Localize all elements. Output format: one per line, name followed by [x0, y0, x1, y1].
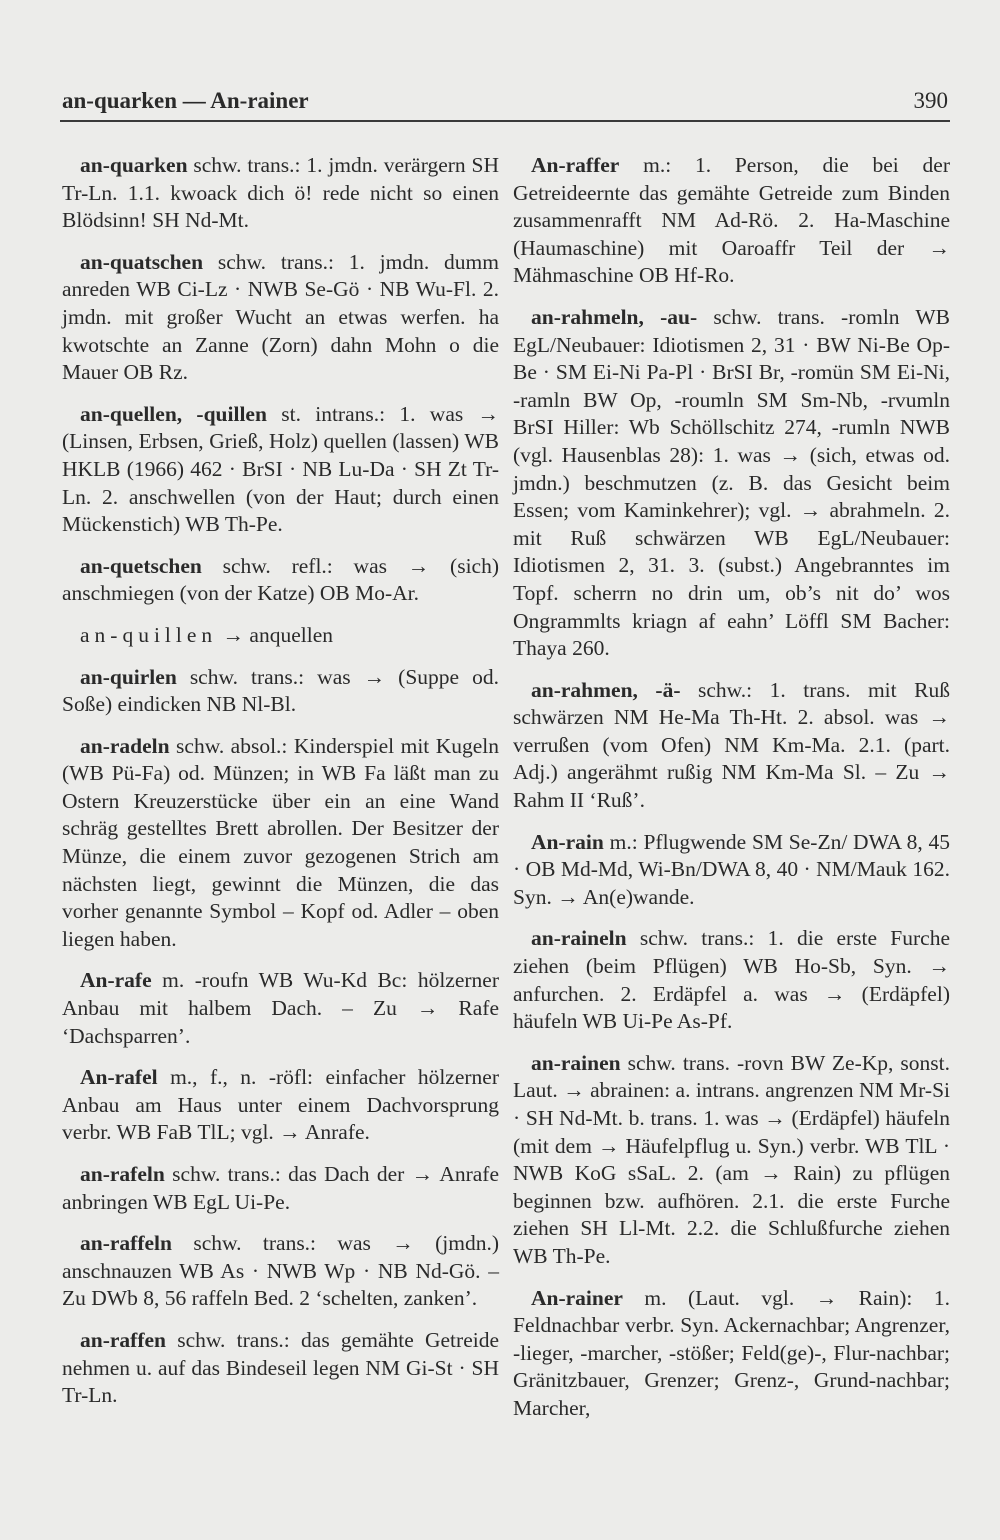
entry-text: m., f., n. -röfl: einfacher hölzerner Anbau am Haus unter einem Dachvorsprung verbr. WB FaB TlL; vgl. → Anrafe.: [62, 1065, 500, 1145]
entry-lemma: an-raffeln: [80, 1231, 172, 1256]
entry-lemma: an-rafeln: [80, 1162, 165, 1186]
dictionary-entry: [62, 1064, 499, 1147]
dictionary-entry: [62, 664, 499, 719]
entry-text: schw. trans.: was → (Suppe od. Soße) eindicken NB Nl-Bl.: [62, 664, 499, 717]
entry-text: m.: 1. Person, die bei der Getreideernte das gemähte Getreide zum Binden zusammenrafft NM Ad-Rö. 2. Ha-Maschine (Haumaschine) mit Oaroaffr Teil der → Mähmaschine OB Hf-Ro.: [513, 153, 950, 288]
dictionary-entry: [513, 829, 950, 912]
header-title: an-quarken — An-rainer: [62, 88, 309, 113]
entry-text: schw. absol.: Kinderspiel mit Kugeln (WB Pü-Fa) od. Münzen; in WB Fa läßt man zu Ostern Kreuzerstücke über ein an eine Wand schräg gestelltes Brett abrollen. Der Besitzer der Münze, die einem zuvor gezogenen Strich am nächsten liegt, gewinnt die Münzen, die das vorher genannte Symbol – Kopf od. Adler – oben liegen haben.: [62, 733, 500, 951]
dictionary-entry: [62, 152, 499, 235]
entry-lemma: an-quillen: [80, 622, 218, 647]
entry-lemma: an-raineln: [531, 926, 627, 951]
entry-lemma: An-rafel: [80, 1065, 158, 1090]
left-column: [62, 152, 499, 1424]
entry-lemma: an-raffen: [80, 1327, 166, 1352]
entry-text: m. (Laut. vgl. → Rain): 1. Feldnachbar verbr. Syn. Ackernachbar; Angrenzer, -lieger, -marcher, -stößer; Feld(ge)-, Flur-nachbar; Gränitzbauer, Grenzer; Grenz-, Grund-nachbar; Marcher,: [513, 1285, 950, 1420]
entry-lemma: An-rafe: [80, 968, 152, 993]
dictionary-entry: [62, 1327, 499, 1410]
entry-lemma: an-quatschen: [80, 249, 204, 274]
entry-text: schw. trans.: das Dach der → Anrafe anbringen WB EgL Ui-Pe.: [62, 1162, 500, 1214]
entry-text: schw.: 1. trans. mit Ruß schwärzen NM He-Ma Th-Ht. 2. absol. was → verrußen (vom Ofen) NM Km-Ma. 2.1. (part. Adj.) angerähmt rußig NM Km-Ma Sl. – Zu → Rahm II ‘Ruß’.: [513, 677, 950, 813]
entry-lemma: An-raffer: [531, 153, 620, 177]
dictionary-entry: [62, 249, 499, 387]
dictionary-entry: [513, 677, 950, 815]
entry-lemma: an-quellen, -quillen: [80, 401, 267, 426]
entry-text: schw. trans.: das gemähte Getreide nehmen u. auf das Bindeseil legen NM Gi-St · SH Tr-Ln.: [62, 1327, 499, 1408]
entry-text: → anquellen: [222, 622, 333, 647]
dictionary-entry: [513, 1050, 950, 1271]
right-column: [513, 152, 950, 1437]
dictionary-entry: [62, 622, 499, 650]
entry-lemma: an-radeln: [80, 733, 170, 758]
dictionary-entry: [62, 733, 499, 954]
entry-lemma: an-quetschen: [80, 553, 202, 578]
dictionary-entry: [62, 401, 499, 539]
entry-text: schw. refl.: was → (sich) anschmiegen (von der Katze) OB Mo-Ar.: [62, 553, 499, 606]
entry-lemma: an-rainen: [531, 1050, 621, 1075]
entry-text: schw. trans.: 1. jmdn. dumm anreden WB Ci-Lz · NWB Se-Gö · NB Wu-Fl. 2. jmdn. mit großer Wucht an etwas werfen. ha kwotschte an Zanne (Zorn) dahn Mohn o die Mauer OB Rz.: [62, 249, 499, 385]
dictionary-entry: [513, 304, 950, 663]
dictionary-entry: [513, 1285, 950, 1423]
entry-text: m. -roufn WB Wu-Kd Bc: hölzerner Anbau mit halbem Dach. – Zu → Rafe ‘Dachsparren’.: [62, 968, 499, 1048]
entry-text: schw. trans.: 1. die erste Furche ziehen (beim Pflügen) WB Ho-Sb, Syn. → anfurchen. 2. Erdäpfel a. was → (Erdäpfel) häufeln WB Ui-Pe As-Pf.: [513, 926, 950, 1034]
dictionary-entry: [62, 1230, 499, 1313]
dictionary-entry: [513, 925, 950, 1035]
entry-text: st. intrans.: 1. was → (Linsen, Erbsen, Grieß, Holz) quellen (lassen) WB HKLB (1966) 462 · BrSI · NB Lu-Da · SH Zt Tr-Ln. 2. anschwellen (von der Haut; durch einen Mückenstich) WB Th-Pe.: [62, 401, 500, 537]
dictionary-entry: [513, 152, 950, 290]
entry-lemma: an-quarken: [80, 153, 188, 177]
entry-text: schw. trans. -rovn BW Ze-Kp, sonst. Laut. → abrainen: a. intrans. angrenzen NM Mr-Si · SH Nd-Mt. b. trans. 1. was → (Erdäpfel) häufeln (mit dem → Häufelpflug u. Syn.) verbr. WB TlL · NWB KoG sSaL. 2. (am → Rain) zu pflügen beginnen bzw. aufhören. 2.1. die erste Furche ziehen SH Ll-Mt. 2.2. die Schlußfurche ziehen WB Th-Pe.: [513, 1050, 950, 1268]
running-header: [60, 86, 950, 122]
entry-text: schw. trans. -romln WB EgL/Neubauer: Idiotismen 2, 31 · BW Ni-Be Op-Be · SM Ei-Ni Pa-Pl · BrSI Br, -romün SM Ei-Ni, -ramln BW Op, -roumln SM Sm-Nb, -rvumln BrSI Hiller: Wb Schöllschitz 274, -rumln NWB (vgl. Hausenblas 28): 1. was → (sich, etwas od. jmdn.) beschmutzen (z. B. das Gesicht beim Essen; vom Kaminkehrer); vgl. → abrahmeln. 2. mit Ruß schwärzen WB EgL/Neubauer: Idiotismen 2, 31. 3. (subst.) Angebranntes im Topf. scherrn no drin um, ob’s nit do’ wos Ongrammlts kriagn af eahn’ Löffl SM Bacher: Thaya 260.: [513, 304, 951, 661]
page-number: 390: [913, 88, 948, 113]
dictionary-entry: [62, 967, 499, 1050]
entry-lemma: an-quirlen: [80, 664, 177, 689]
entry-text: schw. trans.: 1. jmdn. verärgern SH Tr-Ln. 1.1. kwoack dich ö! rede nicht so einen Blödsinn! SH Nd-Mt.: [62, 153, 499, 233]
entry-lemma: An-rain: [531, 829, 604, 854]
entry-text: m.: Pflugwende SM Se-Zn/ DWA 8, 45 · OB Md-Md, Wi-Bn/DWA 8, 40 · NM/Mauk 162. Syn. → An(e)wande.: [513, 829, 950, 909]
entry-lemma: an-rahmen, -ä-: [531, 677, 681, 702]
entry-text: schw. trans.: was → (jmdn.) anschnauzen WB As · NWB Wp · NB Nd-Gö. – Zu DWb 8, 56 raffeln Bed. 2 ‘schelten, zanken’.: [62, 1231, 500, 1311]
dictionary-entry: [62, 1161, 499, 1216]
dictionary-entry: [62, 553, 499, 608]
entry-lemma: an-rahmeln, -au-: [531, 304, 698, 329]
entry-lemma: An-rainer: [531, 1285, 623, 1310]
